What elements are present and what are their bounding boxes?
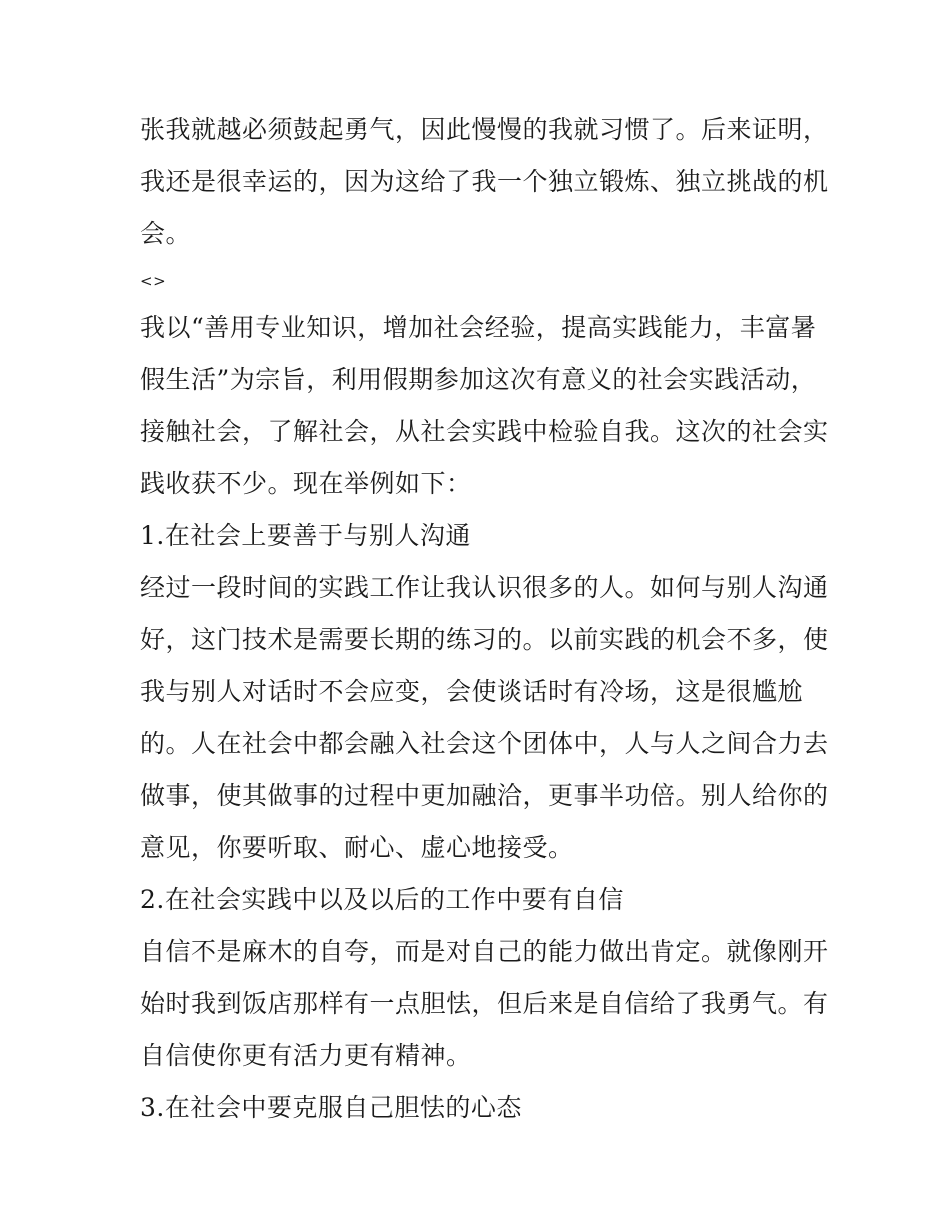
text-line: 假生活”为宗旨，利用假期参加这次有意义的社会实践活动，	[140, 365, 817, 394]
text-line: 的。人在社会中都会融入社会这个团体中，人与人之间合力去	[140, 729, 829, 758]
section-marker: <>	[140, 272, 167, 290]
text-line: 自信不是麻木的自夸，而是对自己的能力做出肯定。就像刚开	[140, 937, 829, 966]
text-line: 做事，使其做事的过程中更加融洽，更事半功倍。别人给你的	[140, 781, 829, 810]
text-line: 张我就越必须鼓起勇气，因此慢慢的我就习惯了。后来证明，	[140, 115, 829, 144]
text-line: 我还是很幸运的，因为这给了我一个独立锻炼、独立挑战的机	[140, 167, 829, 196]
text-line: 我与别人对话时不会应变，会使谈话时有冷场，这是很尴尬	[140, 677, 804, 706]
heading-3: 3.在社会中要克服自己胆怯的心态	[140, 1093, 522, 1122]
document-page	[140, 104, 829, 1134]
text-line: 自信使你更有活力更有精神。	[140, 1041, 472, 1070]
text-line: 经过一段时间的实践工作让我认识很多的人。如何与别人沟通	[140, 573, 829, 602]
text-line: 意见，你要听取、耐心、虚心地接受。	[140, 833, 574, 862]
heading-2: 2.在社会实践中以及以后的工作中要有自信	[140, 885, 624, 914]
text-line: 践收获不少。现在举例如下：	[140, 469, 472, 498]
text-line: 始时我到饭店那样有一点胆怯，但后来是自信给了我勇气。有	[140, 989, 829, 1018]
text-line: 会。	[140, 219, 192, 248]
text-line: 接触社会，了解社会，从社会实践中检验自我。这次的社会实	[140, 417, 829, 446]
heading-1: 1.在社会上要善于与别人沟通	[140, 521, 471, 550]
text-line: 好，这门技术是需要长期的练习的。以前实践的机会不多，使	[140, 625, 829, 654]
text-line: 我以“善用专业知识，增加社会经验，提高实践能力，丰富暑	[140, 313, 817, 342]
